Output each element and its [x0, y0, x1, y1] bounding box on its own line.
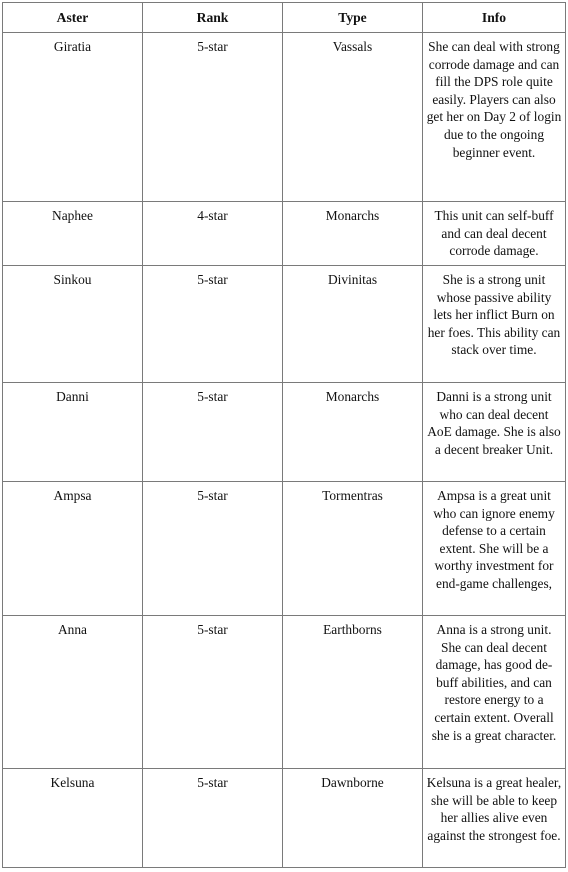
- cell-info: Anna is a strong unit. She can deal decent damage, has good de-buff abilities, and can restore energy to a certain extent. Overall she is a great character.: [423, 616, 566, 769]
- cell-aster: Giratia: [3, 33, 143, 202]
- cell-rank: 5-star: [143, 482, 283, 616]
- table-row: [3, 616, 566, 769]
- cell-rank: 5-star: [143, 33, 283, 202]
- cell-rank: 5-star: [143, 769, 283, 868]
- cell-type: Earthborns: [283, 616, 423, 769]
- cell-rank: 4-star: [143, 202, 283, 266]
- cell-type: Tormentras: [283, 482, 423, 616]
- cell-type: Divinitas: [283, 266, 423, 383]
- cell-rank: 5-star: [143, 616, 283, 769]
- cell-info: She is a strong unit whose passive ability lets her inflict Burn on her foes. This ability can stack over time.: [423, 266, 566, 383]
- cell-info: Danni is a strong unit who can deal decent AoE damage. She is also a decent breaker Unit.: [423, 383, 566, 482]
- cell-aster: Danni: [3, 383, 143, 482]
- cell-info: Kelsuna is a great healer, she will be able to keep her allies alive even against the strongest foe.: [423, 769, 566, 868]
- cell-aster: Ampsa: [3, 482, 143, 616]
- cell-info: This unit can self-buff and can deal decent corrode damage.: [423, 202, 566, 266]
- table-row: [3, 383, 566, 482]
- header-rank: Rank: [143, 3, 283, 33]
- cell-aster: Anna: [3, 616, 143, 769]
- cell-info: Ampsa is a great unit who can ignore enemy defense to a certain extent. She will be a worthy investment for end-game challenges,: [423, 482, 566, 616]
- cell-aster: Kelsuna: [3, 769, 143, 868]
- cell-type: Vassals: [283, 33, 423, 202]
- cell-aster: Sinkou: [3, 266, 143, 383]
- cell-rank: 5-star: [143, 266, 283, 383]
- cell-type: Monarchs: [283, 202, 423, 266]
- cell-type: Dawnborne: [283, 769, 423, 868]
- cell-rank: 5-star: [143, 383, 283, 482]
- table-row: [3, 202, 566, 266]
- header-type: Type: [283, 3, 423, 33]
- cell-aster: Naphee: [3, 202, 143, 266]
- header-info: Info: [423, 3, 566, 33]
- cell-info: She can deal with strong corrode damage and can fill the DPS role quite easily. Players can also get her on Day 2 of login due to the ongoing beginner event.: [423, 33, 566, 202]
- aster-table: [2, 2, 566, 868]
- header-aster: Aster: [3, 3, 143, 33]
- table-row: [3, 482, 566, 616]
- cell-type: Monarchs: [283, 383, 423, 482]
- table-row: [3, 266, 566, 383]
- table-header-row: [3, 3, 566, 33]
- table-row: [3, 33, 566, 202]
- table-row: [3, 769, 566, 868]
